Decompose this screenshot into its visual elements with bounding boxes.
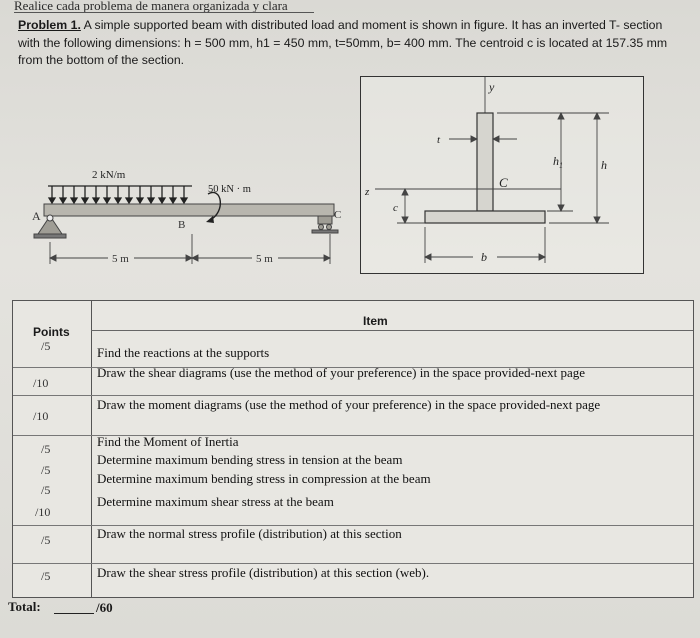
item-cell: Determine maximum bending stress in compression at the beam [97,471,431,486]
row-divider [13,563,693,564]
z-axis-label: z [365,186,370,198]
h-dimensions [497,113,609,223]
points-cell: /5 [41,339,51,353]
load-arrows [49,186,187,203]
item-cell: Determine maximum shear stress at the beam [97,494,334,509]
h-label: h [601,158,607,172]
cross-section-panel [360,76,644,274]
c-dimension [397,189,425,223]
t-section-shape [425,113,545,223]
span-dimensions [50,234,330,264]
item-cell: Draw the moment diagrams (use the method of your preference) in the space provided-next page [97,397,601,412]
points-header: Points [33,325,70,339]
item-cell: Draw the shear diagrams (use the method of your preference) in the space provided-next page [97,365,586,380]
c-dimension-label: c [393,202,398,214]
beam [44,204,334,216]
grading-table [12,300,694,598]
point-b-label: B [178,219,186,231]
row-divider [13,395,693,396]
points-cell: /5 [41,463,51,477]
item-cell: Determine maximum bending stress in tension at the beam [97,452,403,467]
points-column [13,301,92,597]
points-cell: /5 [41,533,51,547]
points-cell: /10 [33,376,49,390]
header-divider [91,330,693,331]
beam-diagram [30,160,360,270]
distributed-load [48,186,192,203]
points-cell: /5 [41,483,51,497]
total-value: /60 [96,600,113,615]
points-cell: /5 [41,442,51,456]
total-blank-line [54,613,94,614]
support-a-label: A [32,209,41,223]
load-label: 2 kN/m [92,169,126,181]
item-cell: Find the reactions at the supports [97,345,270,360]
h1-label: $h_1$ [553,154,563,170]
item-header: Item [363,314,388,328]
total-label: Total: [8,599,41,614]
points-cell: /10 [33,409,49,423]
problem-text: A simple supported beam with distributed load and moment is shown in figure. It has an inverted T- section with the following dimensions: h = 500 mm, h1 = 450 mm, t=50mm, b= 400 mm. The centroid c is located at 157.35 mm from the bottom of the section. [18,18,668,67]
item-cell: Draw the normal stress profile (distribution) at this section [97,526,402,541]
cross-section-diagram [361,77,643,273]
page-header: Realice cada problema de manera organizada y clara [14,0,314,13]
problem-label: Problem 1. [18,18,81,32]
b-label: b [481,250,487,264]
support-c-label: C [334,209,342,221]
points-cell: /10 [35,505,51,519]
points-cell: /5 [41,569,51,583]
y-axis-label: y [489,80,495,94]
t-label: t [437,134,441,146]
item-cell: Find the Moment of Inertia [97,434,239,449]
item-cell: Draw the shear stress profile (distribution) at this section (web). [97,565,430,580]
span-right-label: 5 m [256,253,273,265]
span-left-label: 5 m [112,253,129,265]
centroid-label: C [499,175,508,190]
moment-label: 50 kN · m [208,184,251,195]
problem-statement [18,17,678,70]
